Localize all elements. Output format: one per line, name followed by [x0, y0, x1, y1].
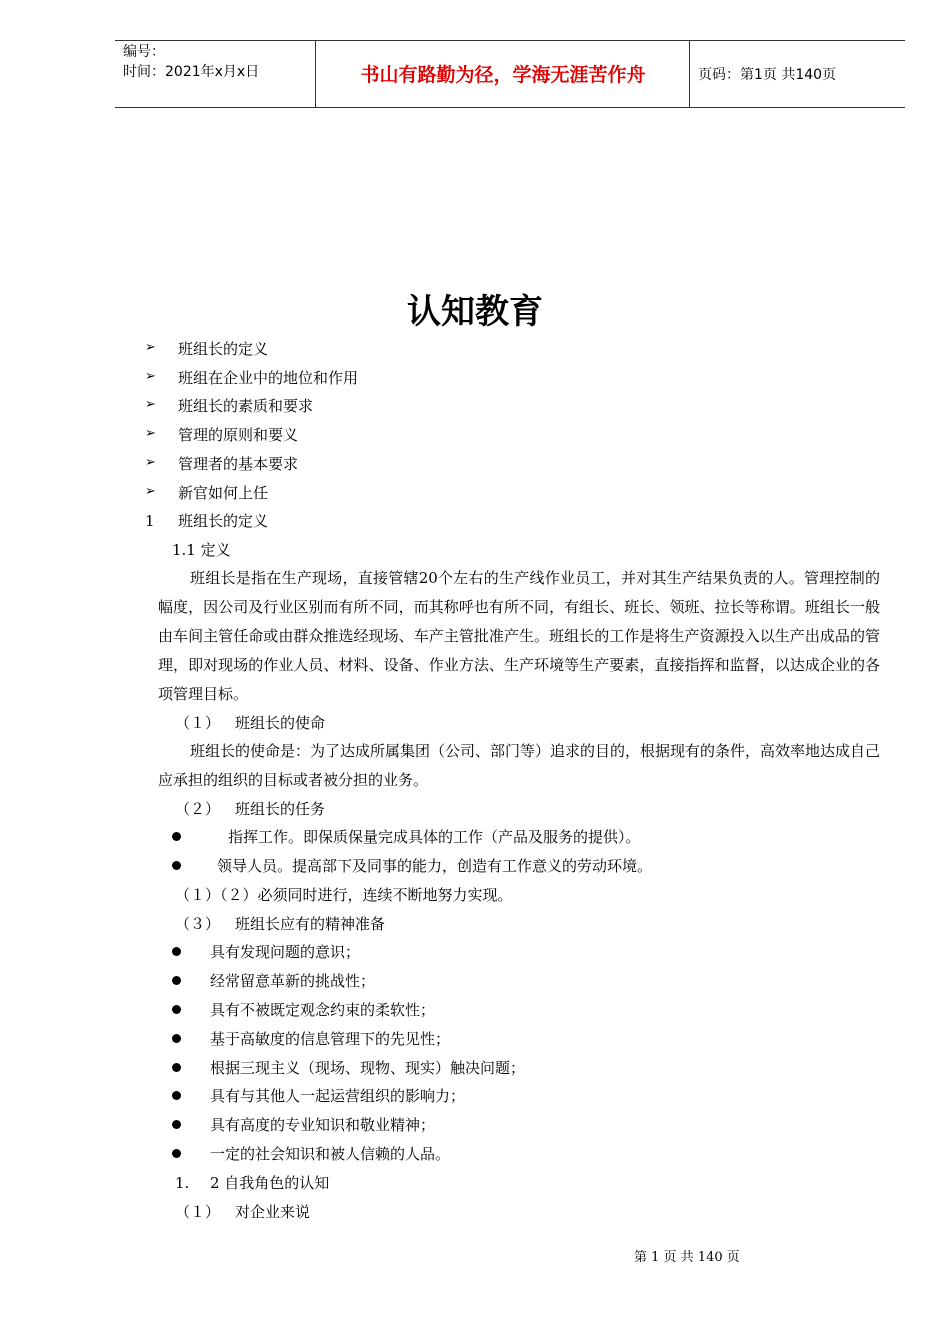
toc-item: 新官如何上任: [178, 484, 269, 502]
document-title: 认知教育: [407, 292, 543, 332]
page-footer: 第 1 页 共 140 页: [634, 1250, 740, 1265]
bullet-dot-icon: [172, 1034, 181, 1043]
item-number: （３）: [175, 915, 221, 933]
section-number: 1: [145, 512, 155, 530]
arrow-bullet-icon: ➢: [145, 340, 156, 355]
toc-item: 班组在企业中的地位和作用: [178, 369, 359, 387]
bullet-dot-icon: [172, 1091, 181, 1100]
item-number: （２）: [175, 800, 221, 818]
task-item: 指挥工作。即保质保量完成具体的工作（产品及服务的提供）。: [228, 828, 641, 846]
subsection-number: 1.: [175, 1174, 190, 1192]
spirit-item: 具有高度的专业知识和敬业精神；: [210, 1116, 436, 1134]
subsection-heading: 2 自我角色的认知: [210, 1174, 330, 1192]
bullet-dot-icon: [172, 976, 181, 985]
spirit-item: 经常留意革新的挑战性；: [210, 972, 376, 990]
tasks-note: （１）（２）必须同时进行，连续不断地努力实现。: [175, 886, 513, 904]
arrow-bullet-icon: ➢: [145, 397, 156, 412]
arrow-bullet-icon: ➢: [145, 426, 156, 441]
toc-item: 管理的原则和要义: [178, 426, 299, 444]
header-bottom-rule: [115, 107, 905, 108]
spirit-item: 根据三现主义（现场、现物、现实）触决问题；: [210, 1059, 526, 1077]
toc-item: 班组长的素质和要求: [178, 397, 314, 415]
header-top-rule: [115, 40, 905, 41]
spirit-item: 一定的社会知识和被人信赖的人品。: [210, 1145, 451, 1163]
bullet-dot-icon: [172, 1149, 181, 1158]
spirit-item: 具有不被既定观念约束的柔软性；: [210, 1001, 436, 1019]
spirit-item: 具有发现问题的意识；: [210, 943, 361, 961]
toc-item: 管理者的基本要求: [178, 455, 299, 473]
arrow-bullet-icon: ➢: [145, 484, 156, 499]
bullet-dot-icon: [172, 1005, 181, 1014]
arrow-bullet-icon: ➢: [145, 369, 156, 384]
item-heading: 班组长的使命: [235, 714, 326, 732]
item-number: （１）: [175, 714, 221, 732]
subsection-heading: 1.1 定义: [172, 541, 231, 559]
item-heading: 班组长的任务: [235, 800, 326, 818]
header-motto: 书山有路勤为径，学海无涯苦作舟: [360, 64, 646, 86]
bullet-dot-icon: [172, 832, 181, 841]
spirit-item: 具有与其他人一起运营组织的影响力；: [210, 1087, 466, 1105]
item-heading: 班组长应有的精神准备: [235, 915, 386, 933]
serial-label: 编号：: [123, 44, 165, 60]
header-page-number: 页码：第1页 共140页: [698, 67, 837, 83]
date-label: 时间：2021年x月x日: [123, 64, 260, 80]
definition-paragraph: 班组长是指在生产现场，直接管辖20个左右的生产线作业员工，并对其生产结果负责的人。管理控制的幅度，因公司及行业区别而有所不同，而其称呼也有所不同，有组长、班长、领班、拉长等称谓。班组长一般由车间主管任命或由群众推选经现场、车产主管批准产生。班组长的工作是将生产资源投入以生产出成品的管理，即对现场的作业人员、材料、设备、作业方法、生产环境等生产要素，直接指挥和监督，以达成企业的各项管理目标。: [158, 569, 880, 703]
toc-item: 班组长的定义: [178, 340, 269, 358]
header-meta: [123, 42, 259, 82]
section-heading: 班组长的定义: [178, 512, 269, 530]
bullet-dot-icon: [172, 947, 181, 956]
mission-paragraph: 班组长的使命是：为了达成所属集团（公司、部门等）追求的目的，根据现有的条件，高效率地达成自己应承担的组织的目标或者被分担的业务。: [158, 742, 881, 789]
bullet-dot-icon: [172, 1120, 181, 1129]
spirit-item: 基于高敏度的信息管理下的先见性；: [210, 1030, 451, 1048]
task-item: 领导人员。提高部下及同事的能力，创造有工作意义的劳动环境。: [217, 857, 653, 875]
bullet-dot-icon: [172, 861, 181, 870]
bullet-dot-icon: [172, 1063, 181, 1072]
arrow-bullet-icon: ➢: [145, 455, 156, 470]
item-number: （１）: [175, 1203, 221, 1221]
item-heading: 对企业来说: [235, 1203, 311, 1221]
